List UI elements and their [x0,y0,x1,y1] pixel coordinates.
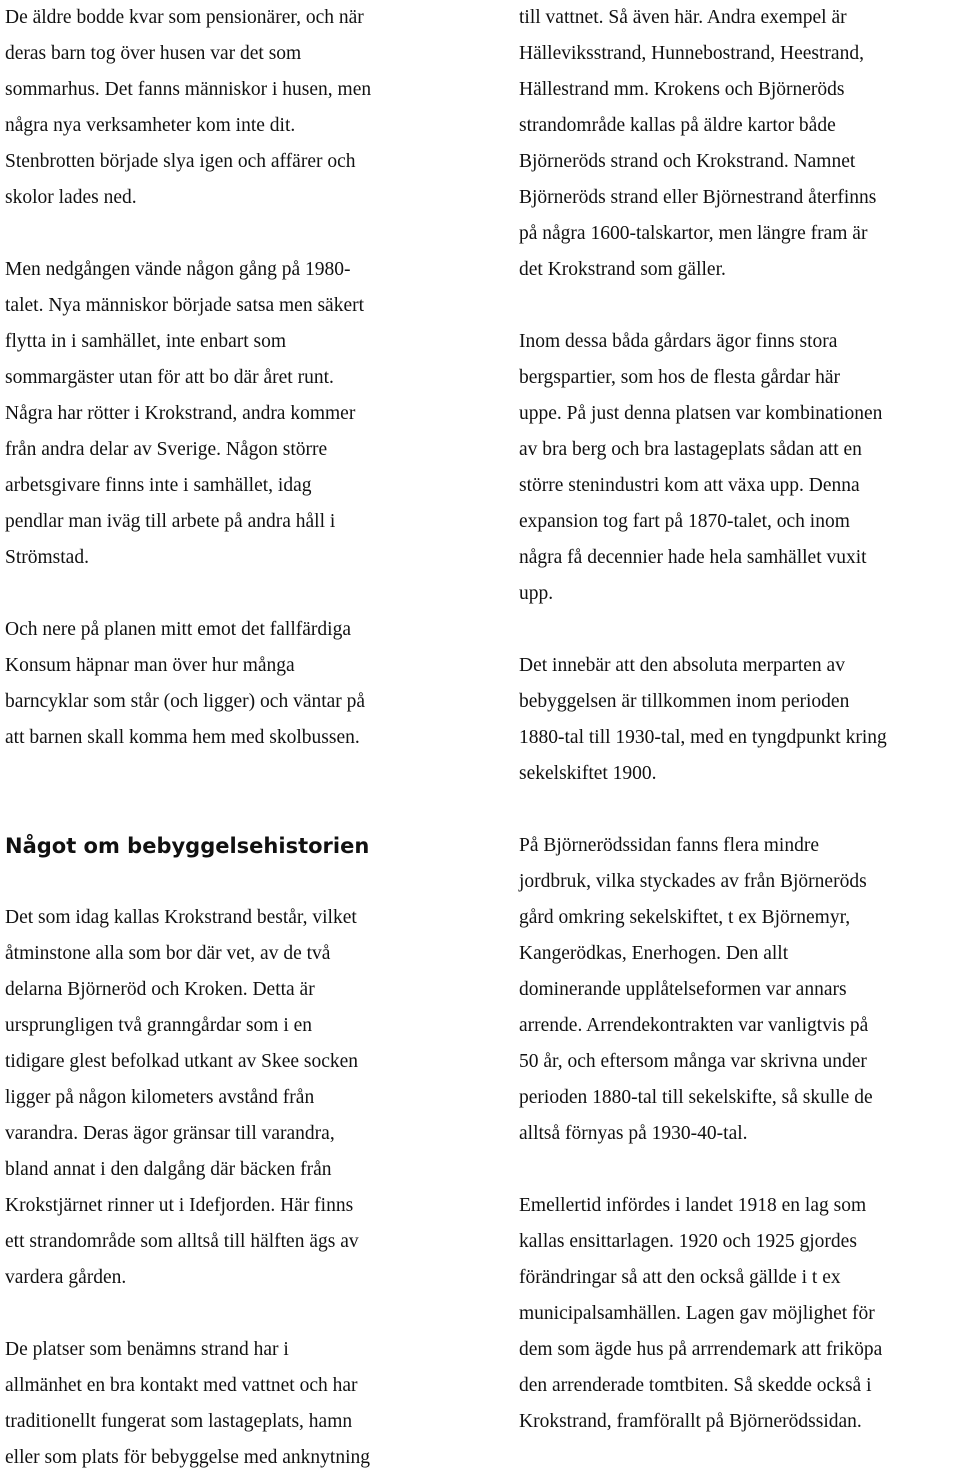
paragraph-ensittarlagen: Emellertid infördes i landet 1918 en lag som kallas ensittarlagen. 1920 och 1925 gjordes förändringar så att den också gällde i t ex municipalsamhällen. Lagen gav möjlighet för dem som ägde hus på arrrendemark att friköpa den arrenderade tomtbiten. Så skedde också i Krokstrand, framförallt på Björnerödssidan. [519,1195,883,1432]
paragraph-gap [519,612,960,648]
paragraph-gap [519,1152,960,1188]
paragraph-gap [5,576,450,612]
left-column [5,0,450,1476]
paragraph-1980s-revival: Men nedgången vände någon gång på 1980- talet. Nya människor började satsa men säkert flytta in i samhället, inte enbart som sommargäster utan för att bo där året runt. Några har rötter i Krokstrand, andra kommer från andra delar av Sverige. Någon större arbetsgivare finns inte i samhället, idag pendlar man iväg till arbete på andra håll i Strömstad. [5,259,365,568]
paragraph-stone-industry: Inom dessa båda gårdars ägor finns stora bergspartier, som hos de flesta gårdar här uppe. På just denna platsen var kombinationen av bra berg och bra lastageplats sådan att en större stenindustri kom att växa upp. Denna expansion tog fart på 1870-talet, och inom några få decennier hade hela samhället vuxit upp. [519,331,883,604]
paragraph-gap [519,288,960,324]
section-heading: Något om bebyggelsehistorien [5,834,370,858]
paragraph-building-period: Det innebär att den absoluta merparten av bebyggelsen är tillkommen inom perioden 1880-tal till 1930-tal, med en tyngdpunkt kring sekelskiftet 1900. [519,655,887,784]
paragraph-konsum-bikes: Och nere på planen mitt emot det fallfärdiga Konsum häpnar man över hur många barncyklar som står (och ligger) och väntar på att barnen skall komma hem med skolbussen. [5,619,366,748]
section-gap [5,792,450,828]
paragraph-gap [5,216,450,252]
right-column [519,0,960,1440]
paragraph-strand-places: De platser som benämns strand har i allmänhet en bra kontakt med vattnet och har traditionellt fungerat som lastageplats, hamn eller som plats för bebyggelse med anknytning [5,1339,370,1468]
paragraph-gap [5,864,450,900]
paragraph-pensioners: De äldre bodde kvar som pensionärer, och när deras barn tog över husen var det som sommarhus. Det fanns människor i husen, men några nya verksamheter kom inte dit. Stenbrotten började slya igen och affärer och skolor lades ned. [5,7,372,208]
paragraph-strand-examples: till vattnet. Så även här. Andra exempel är Hälleviksstrand, Hunnebostrand, Heestrand, Hällestrand mm. Krokens och Björneröds strandområde kallas på äldre kartor både Björneröds strand och Krokstrand. Namnet Björneröds strand eller Björnestrand återfinns på några 1600-talskartor, men längre fram är det Krokstrand som gäller. [519,7,877,280]
paragraph-bjorneröd-farms: På Björnerödssidan fanns flera mindre jordbruk, vilka styckades av från Björneröds gård omkring sekelskiftet, t ex Björnemyr, Kangerödkas, Enerhogen. Den allt dominerande upplåtelseformen var annars arrende. Arrendekontrakten var vanligtvis på 50 år, och eftersom många var skrivna under perioden 1880-tal till sekelskifte, så skulle de alltså förnyas på 1930-40-tal. [519,835,873,1144]
paragraph-gap [519,792,960,828]
paragraph-gap [5,1296,450,1332]
paragraph-gap [5,756,450,792]
paragraph-two-farms: Det som idag kallas Krokstrand består, vilket åtminstone alla som bor där vet, av de två delarna Björneröd och Kroken. Detta är ursprungligen två granngårdar som i en tidigare glest befolkad utkant av Skee socken ligger på någon kilometers avstånd från varandra. Deras ägor gränsar till varandra, bland annat i den dalgång där bäcken från Krokstjärnet rinner ut i Idefjorden. Här finns ett strandområde som alltså till hälften ägs av vardera gården. [5,907,359,1288]
